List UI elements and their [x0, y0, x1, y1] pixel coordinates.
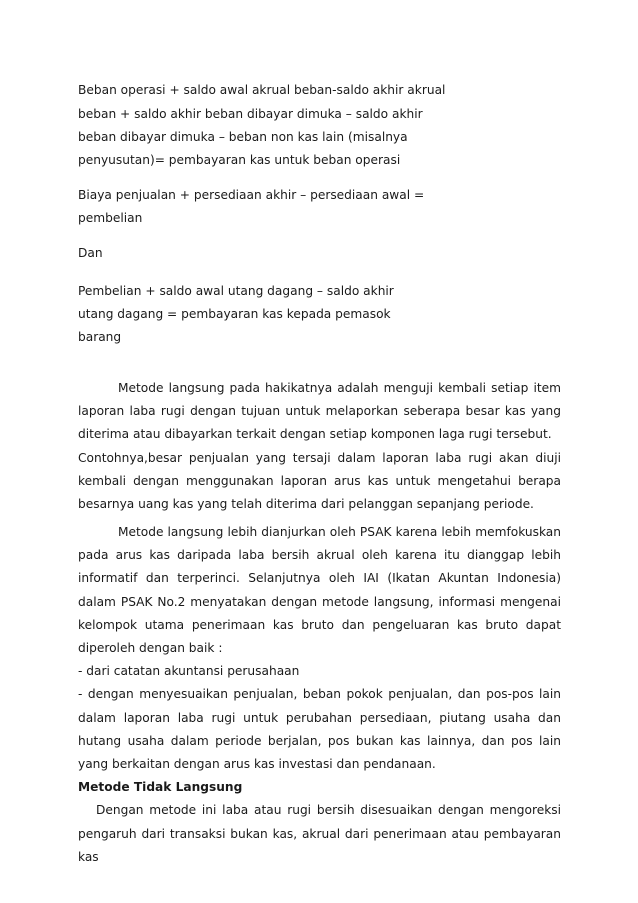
paragraph-text: Contohnya,besar penjualan yang tersaji dalam laporan laba rugi akan diuji kembali dengan menggunakan laporan arus kas untuk mengetahui berapa besarnya uang kas yang telah diterima dari pelanggan sepanjang periode.	[78, 450, 561, 512]
formula-line: utang dagang = pembayaran kas kepada pemasok	[78, 307, 391, 321]
formula-line: Pembelian + saldo awal utang dagang – saldo akhir	[78, 284, 394, 298]
connector-text: Dan	[78, 246, 103, 260]
formula-line: penyusutan)= pembayaran kas untuk beban operasi	[78, 153, 401, 167]
formula-line: Beban operasi + saldo awal akrual beban-saldo akhir akrual	[78, 83, 446, 97]
section-heading: Metode Tidak Langsung	[78, 780, 243, 795]
formula-line: beban dibayar dimuka – beban non kas lain (misalnya	[78, 130, 408, 144]
formula-line: beban + saldo akhir beban dibayar dimuka – saldo akhir	[78, 107, 423, 121]
list-item: - dengan menyesuaikan penjualan, beban pokok penjualan, dan pos-pos lain dalam laporan laba rugi untuk perubahan persediaan, piutang usaha dan hutang usaha dalam periode berjalan, pos bukan kas lainnya, dan pos lain yang berkaitan dengan arus kas investasi dan pendanaan.	[78, 687, 561, 772]
paragraph-text: Metode langsung pada hakikatnya adalah menguji kembali setiap item laporan laba rugi dengan tujuan untuk melaporkan seberapa besar kas yang diterima atau dibayarkan terkait dengan setiap komponen laga rugi tersebut.	[78, 381, 561, 442]
paragraph-direct-method	[78, 377, 561, 516]
formula-line: barang	[78, 330, 122, 344]
formula-line: pembelian	[78, 211, 143, 225]
paragraph-text: Dengan metode ini laba atau rugi bersih disesuaikan dengan mengoreksi pengaruh dari transaksi bukan kas, akrual dari penerimaan atau pembayaran kas	[78, 803, 561, 864]
paragraph-psak	[78, 521, 561, 869]
list-item: - dari catatan akuntansi perusahaan	[78, 664, 300, 679]
paragraph-text: Metode langsung lebih dianjurkan oleh PSAK karena lebih memfokuskan pada arus kas daripada laba bersih akrual oleh karena itu dianggap lebih informatif dan terperinci. Selanjutnya oleh IAI (Ikatan Akuntan Indonesia) dalam PSAK No.2 menyatakan dengan metode langsung, informasi mengenai kelompok utama penerimaan kas bruto dan pengeluaran kas bruto dapat diperoleh dengan baik :	[78, 525, 561, 656]
formula-line: Biaya penjualan + persediaan akhir – persediaan awal =	[78, 188, 425, 202]
